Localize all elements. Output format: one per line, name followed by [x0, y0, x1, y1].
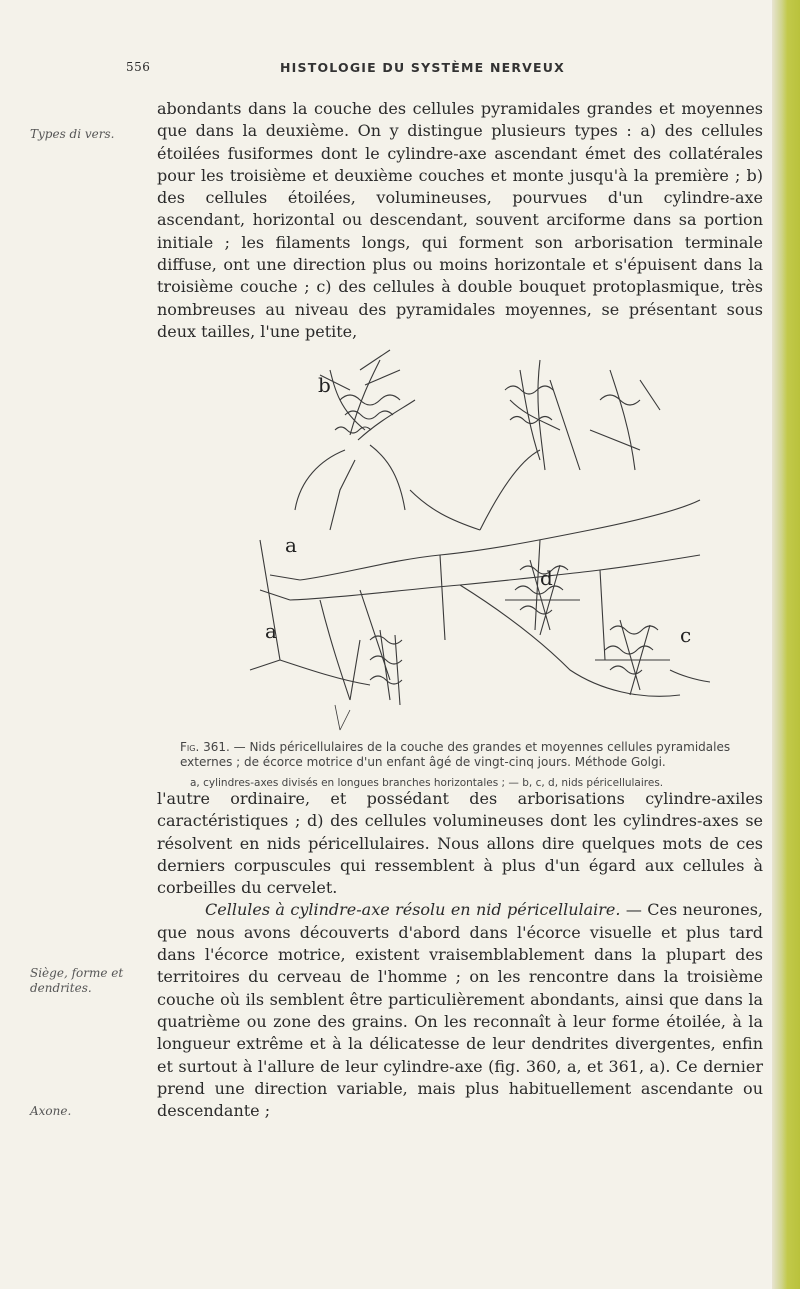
- running-header: [0, 60, 800, 80]
- golgi-figure-illustration: [240, 340, 710, 735]
- caption-legend: a, cylindres-axes divisés en longues branches horizontales ; — b, c, d, nids péricellulaires.: [190, 777, 664, 789]
- body-paragraph-top: [157, 98, 763, 343]
- caption-main: [180, 740, 760, 770]
- margin-note-types: Types di vers.: [30, 127, 115, 141]
- figure-label-a-upper: a: [285, 533, 297, 557]
- margin-note-axone: Axone.: [30, 1104, 72, 1118]
- figure-label-c: c: [680, 623, 692, 647]
- section-paragraph: [157, 899, 763, 1122]
- section-text: — Ces neurones, que nous avons découverts d'abord dans l'écorce visuelle et plus tard dans l'écorce motrice, existent vraisemblablement dans la plupart des territoires du cerveau de l'homme ; on les rencontre dans la troisième couche où ils semblent être particulièrement abondants, ainsi que dans la quatrième ou zone des grains. On les reconnaît à leur forme étoilée, à la longueur extrême et à la délicatesse de leur dendrites divergentes, enfin et surtout à l'allure de leur cylindre-axe (fig. 360, a, et 361, a). Ce dernier prend une direction variable, mais plus habituellement ascendante ou descendante ;: [157, 900, 763, 1121]
- paragraph-text: abondants dans la couche des cellules pyramidales grandes et moyennes que dans la deuxième. On y distingue plusieurs types : a) des cellules étoilées fusiformes dont le cylindre-axe ascendant émet des collatérales pour les troisième et deuxième couches et monte jusqu'à la première ; b) des cellules étoilées, volumineuses, pourvues d'un cylindre-axe ascendant, horizontal ou descendant, souvent arciforme dans sa portion initiale ; les filaments longs, qui forment son arborisation terminale diffuse, ont une direction plus ou moins horizontale et s'épuisent dans la troisième couche ; c) des cellules à double bouquet protoplasmique, très nombreuses au niveau des pyramidales moyennes, se présentant sous deux tailles, l'une petite,: [157, 99, 763, 341]
- paragraph-continuation: l'autre ordinaire, et possédant des arborisations cylindre-axiles caractéristiques ; d) des cellules volumineuses dont les cylindres-axes se résolvent en nids péricellulaires. Nous allons dire quelques mots de ces derniers corpuscules qui ressemblent à plus d'un égard aux cellules à corbeilles du cervelet.: [157, 789, 763, 898]
- body-paragraph-bottom: [157, 788, 763, 1122]
- neuron-b-arborization: [295, 350, 415, 530]
- figure-label-d: d: [540, 566, 553, 590]
- figure-label-b: b: [318, 373, 331, 397]
- axonal-branches: [260, 450, 700, 700]
- neuron-c-arborization: [595, 620, 710, 695]
- page-number: 556: [126, 60, 151, 74]
- figure-caption: [180, 740, 760, 790]
- neuron-upper-right-arborization: [505, 360, 660, 470]
- running-title: HISTOLOGIE DU SYSTÈME NERVEUX: [280, 60, 565, 75]
- margin-note-siege: Siège, forme et dendrites.: [30, 966, 124, 995]
- figure-label-a-lower: a: [265, 619, 277, 643]
- caption-fig-label: Fig. 361.: [180, 740, 230, 754]
- page-spine-edge: [772, 0, 800, 1289]
- section-title: Cellules à cylindre-axe résolu en nid péricellulaire.: [205, 900, 621, 920]
- caption-main-text: — Nids péricellulaires de la couche des grandes et moyennes cellules pyramidales externes ; de écorce motrice d'un enfant âgé de vingt-cinq jours. Méthode Golgi.: [180, 740, 731, 769]
